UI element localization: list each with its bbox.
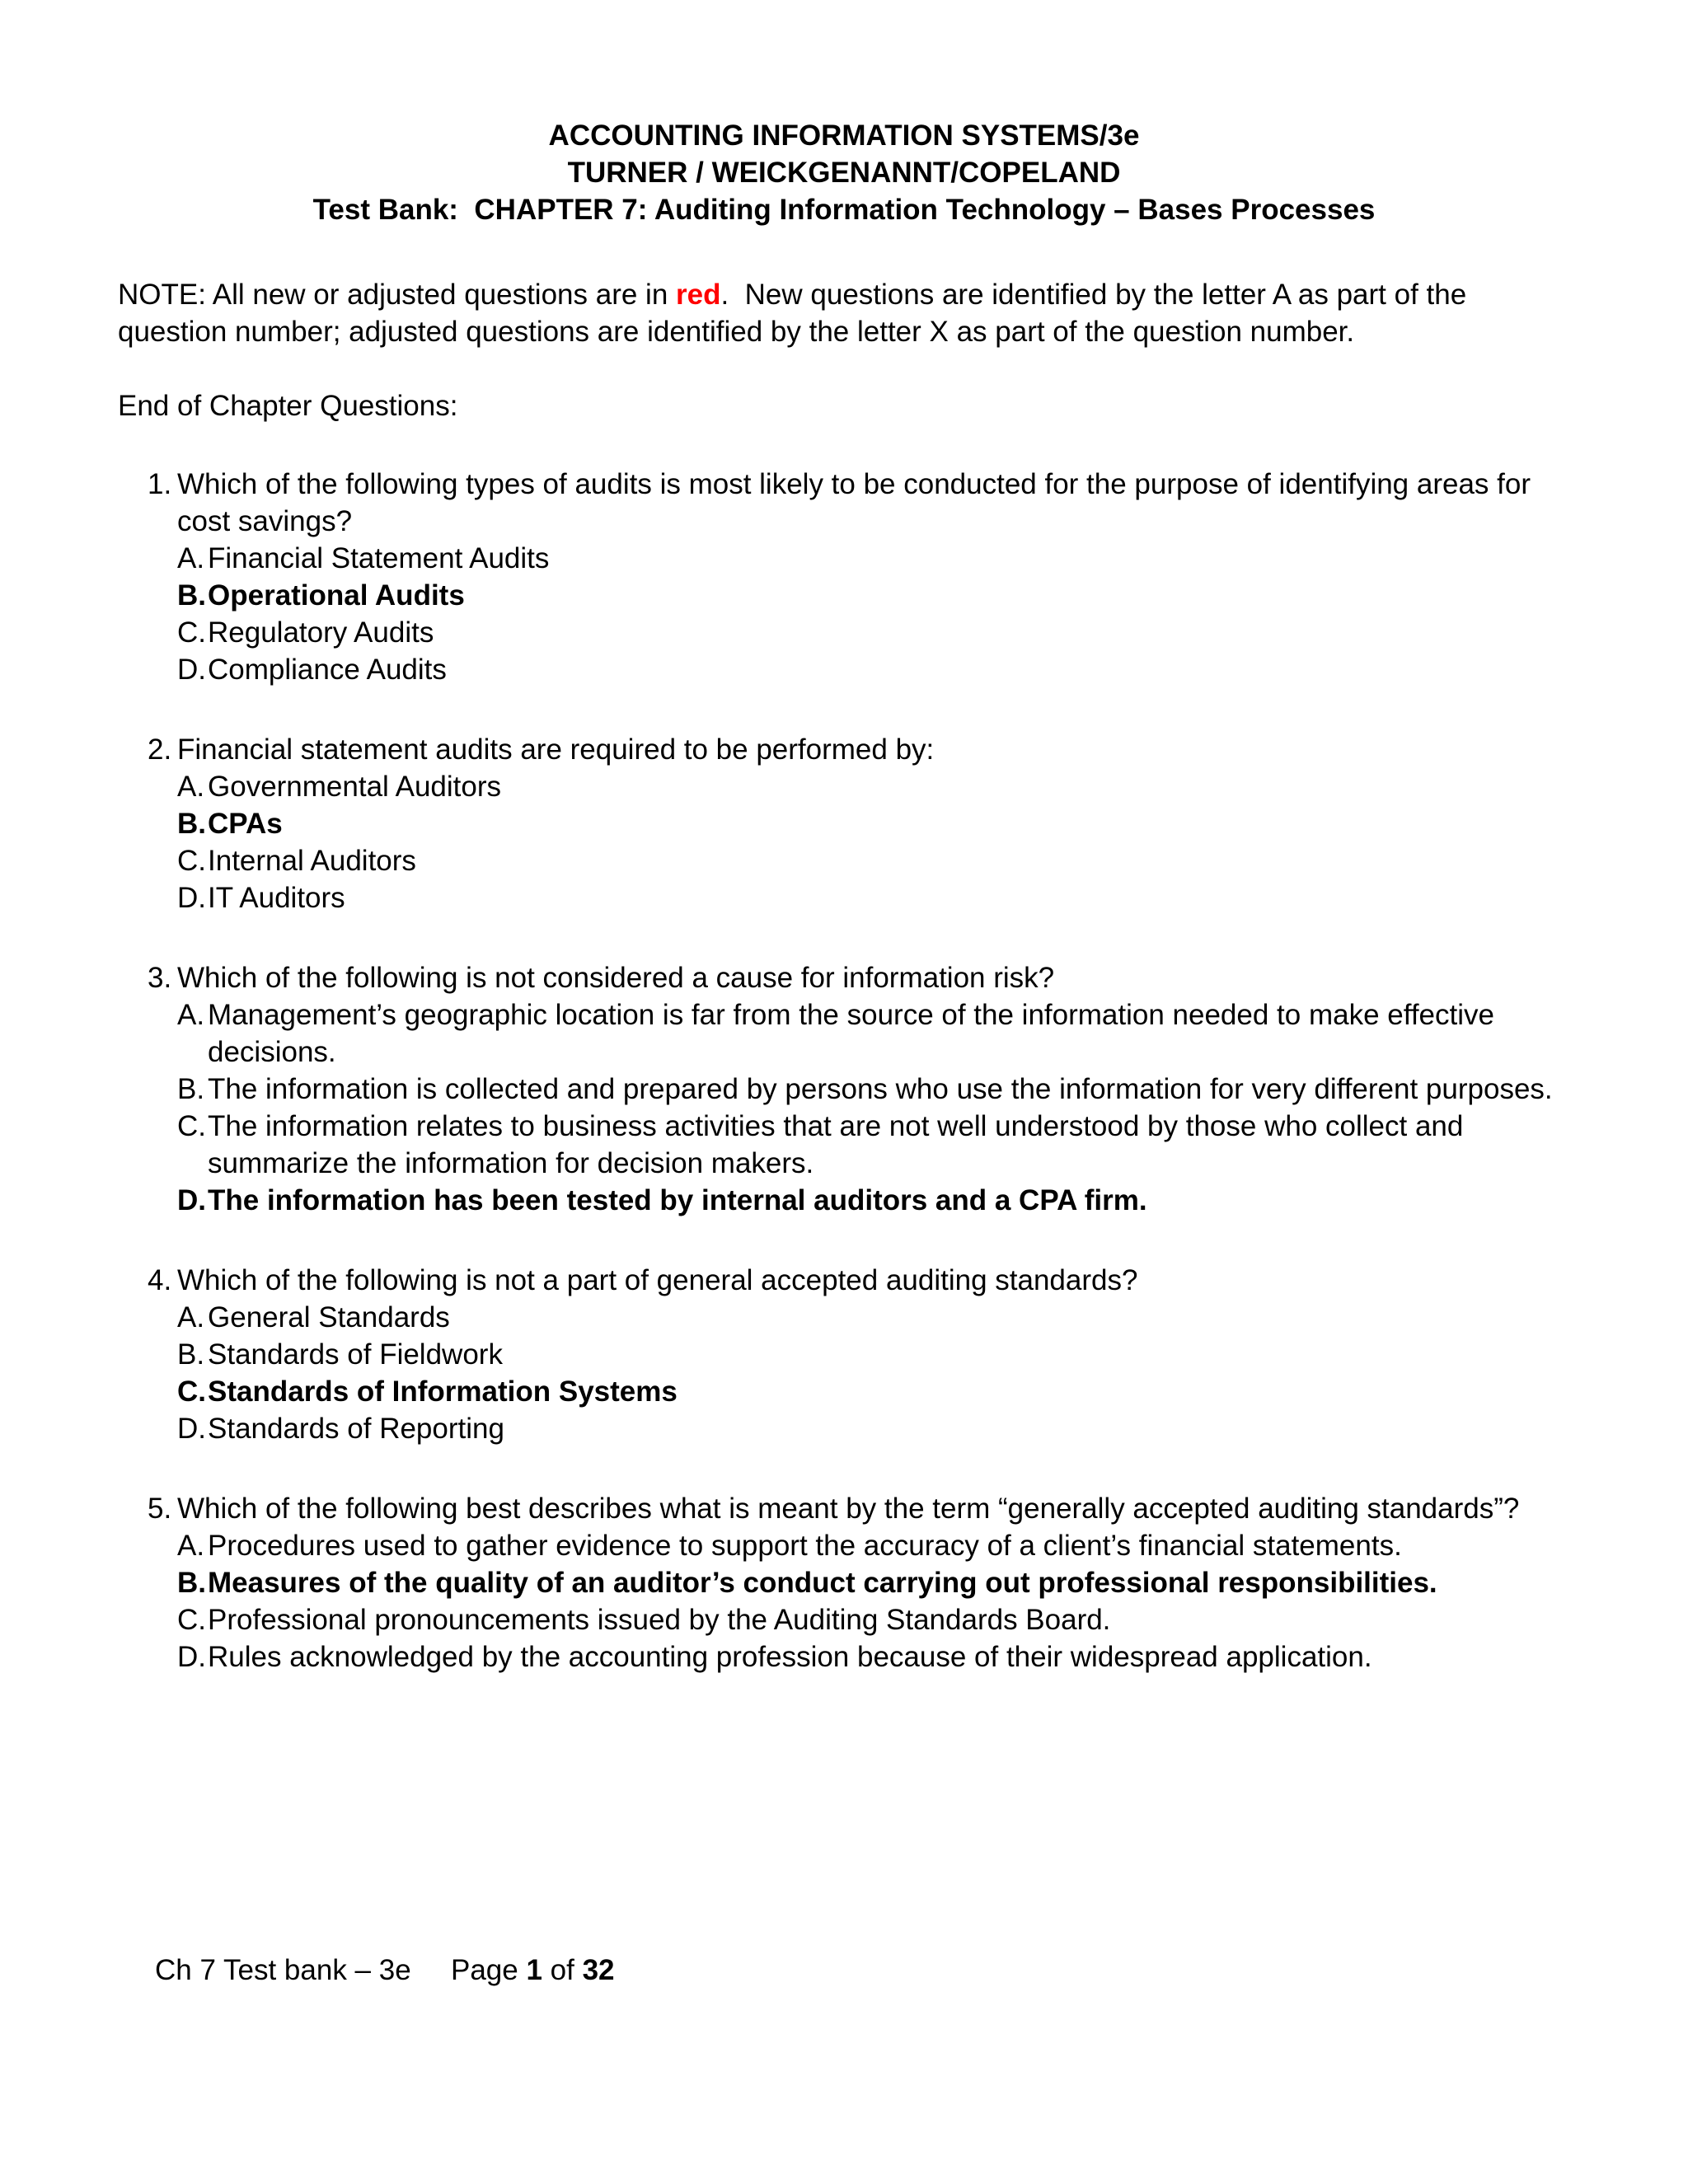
note-highlight-word: red xyxy=(676,279,721,311)
option-letter: A. xyxy=(177,1530,205,1562)
answer-option xyxy=(177,1299,1570,1336)
question-text: Which of the following is not a part of general accepted auditing standards? xyxy=(177,1264,1138,1296)
answer-option xyxy=(177,879,1570,916)
footer-page-indicator xyxy=(451,1952,615,1989)
answer-option xyxy=(177,614,1570,651)
answer-option xyxy=(177,577,1570,614)
option-text: Financial Statement Audits xyxy=(208,542,550,574)
option-text: IT Auditors xyxy=(208,882,345,914)
answer-option xyxy=(177,1071,1570,1108)
answer-option xyxy=(177,768,1570,805)
answer-option xyxy=(177,996,1570,1071)
option-text: Governmental Auditors xyxy=(208,771,502,803)
option-letter: D. xyxy=(177,1413,206,1445)
document-header xyxy=(118,117,1570,228)
question-text: Which of the following is not considered a cause for information risk? xyxy=(177,962,1055,994)
header-line-2: TURNER / WEICKGENANNT/COPELAND xyxy=(567,157,1121,189)
question-number: 5. xyxy=(148,1493,172,1525)
header-line-1: ACCOUNTING INFORMATION SYSTEMS/3e xyxy=(548,120,1140,152)
answer-option xyxy=(177,1336,1570,1373)
option-text: Management’s geographic location is far from the source of the information needed to make effective decisions. xyxy=(208,999,1503,1068)
option-text: Professional pronouncements issued by the Auditing Standards Board. xyxy=(208,1604,1111,1636)
note-paragraph xyxy=(118,276,1570,350)
answer-option xyxy=(177,1638,1570,1675)
option-text: Standards of Reporting xyxy=(208,1413,504,1445)
option-letter: B. xyxy=(177,579,206,612)
option-text: The information is collected and prepared by persons who use the information for very different purposes. xyxy=(208,1073,1553,1105)
option-letter: D. xyxy=(177,1641,206,1673)
option-text: General Standards xyxy=(208,1301,450,1333)
option-text: Procedures used to gather evidence to support the accuracy of a client’s financial statements. xyxy=(208,1530,1402,1562)
option-text: Regulatory Audits xyxy=(208,616,434,649)
question-number: 4. xyxy=(148,1264,172,1296)
option-text: Measures of the quality of an auditor’s conduct carrying out professional responsibilities. xyxy=(208,1567,1437,1599)
option-letter: A. xyxy=(177,1301,205,1333)
question-text: Which of the following best describes what is meant by the term “generally accepted auditing standards”? xyxy=(177,1493,1520,1525)
answer-option xyxy=(177,1527,1570,1564)
option-letter: C. xyxy=(177,845,206,877)
footer-page-number: 1 xyxy=(526,1954,542,1986)
option-text: Standards of Fieldwork xyxy=(208,1338,503,1371)
option-letter: B. xyxy=(177,1567,206,1599)
option-text: The information relates to business activities that are not well understood by those who collect and summarize the information for decision makers. xyxy=(208,1110,1472,1179)
option-letter: D. xyxy=(177,1184,206,1216)
option-letter: A. xyxy=(177,542,205,574)
option-letter: C. xyxy=(177,1376,206,1408)
footer-document-title: Ch 7 Test bank – 3e xyxy=(155,1954,411,1986)
question xyxy=(118,466,1570,688)
option-text: Standards of Information Systems xyxy=(208,1376,678,1408)
option-letter: D. xyxy=(177,654,206,686)
question-number: 2. xyxy=(148,733,172,766)
answer-option xyxy=(177,1182,1570,1219)
option-letter: B. xyxy=(177,808,206,840)
option-letter: C. xyxy=(177,1110,206,1142)
page-footer xyxy=(0,1952,1688,1989)
question-stem xyxy=(118,466,1570,540)
answer-option xyxy=(177,842,1570,879)
answer-option xyxy=(177,1373,1570,1410)
answer-option xyxy=(177,540,1570,577)
question-number: 1. xyxy=(148,468,172,500)
answer-option xyxy=(177,651,1570,688)
question-text: Which of the following types of audits is most likely to be conducted for the purpose of identifying areas for cost savings? xyxy=(177,468,1539,537)
question-stem xyxy=(118,1490,1570,1527)
section-heading: End of Chapter Questions: xyxy=(118,390,458,422)
question-number: 3. xyxy=(148,962,172,994)
option-letter: C. xyxy=(177,616,206,649)
question-stem xyxy=(118,1262,1570,1299)
option-text: Compliance Audits xyxy=(208,654,447,686)
option-letter: B. xyxy=(177,1073,205,1105)
option-text: Internal Auditors xyxy=(208,845,416,877)
answer-option xyxy=(177,1410,1570,1447)
question-stem xyxy=(118,959,1570,996)
question-text: Financial statement audits are required to be performed by: xyxy=(177,733,935,766)
answer-option xyxy=(177,805,1570,842)
question xyxy=(118,959,1570,1219)
answer-option xyxy=(177,1601,1570,1638)
option-text: The information has been tested by internal auditors and a CPA firm. xyxy=(208,1184,1147,1216)
header-line-3: Test Bank: CHAPTER 7: Auditing Information Technology – Bases Processes xyxy=(312,194,1376,226)
note-text-before: NOTE: All new or adjusted questions are in xyxy=(118,279,677,311)
option-text: CPAs xyxy=(208,808,283,840)
option-text: Rules acknowledged by the accounting profession because of their widespread application. xyxy=(208,1641,1372,1673)
question-stem xyxy=(118,731,1570,768)
option-letter: D. xyxy=(177,882,206,914)
option-letter: B. xyxy=(177,1338,205,1371)
footer-page-total: 32 xyxy=(582,1954,615,1986)
note-text-after: . New questions are identified by the letter A as part of the question number; adjusted questions are identified by the letter X as part of the question number. xyxy=(118,279,1475,348)
question xyxy=(118,1490,1570,1675)
questions-list xyxy=(118,466,1570,1675)
option-text: Operational Audits xyxy=(208,579,465,612)
option-letter: A. xyxy=(177,999,205,1031)
option-letter: A. xyxy=(177,771,205,803)
footer-page-word: Page xyxy=(451,1954,527,1986)
option-letter: C. xyxy=(177,1604,206,1636)
question xyxy=(118,1262,1570,1447)
answer-option xyxy=(177,1564,1570,1601)
answer-option xyxy=(177,1108,1570,1182)
footer-of-word: of xyxy=(542,1954,583,1986)
question xyxy=(118,731,1570,916)
